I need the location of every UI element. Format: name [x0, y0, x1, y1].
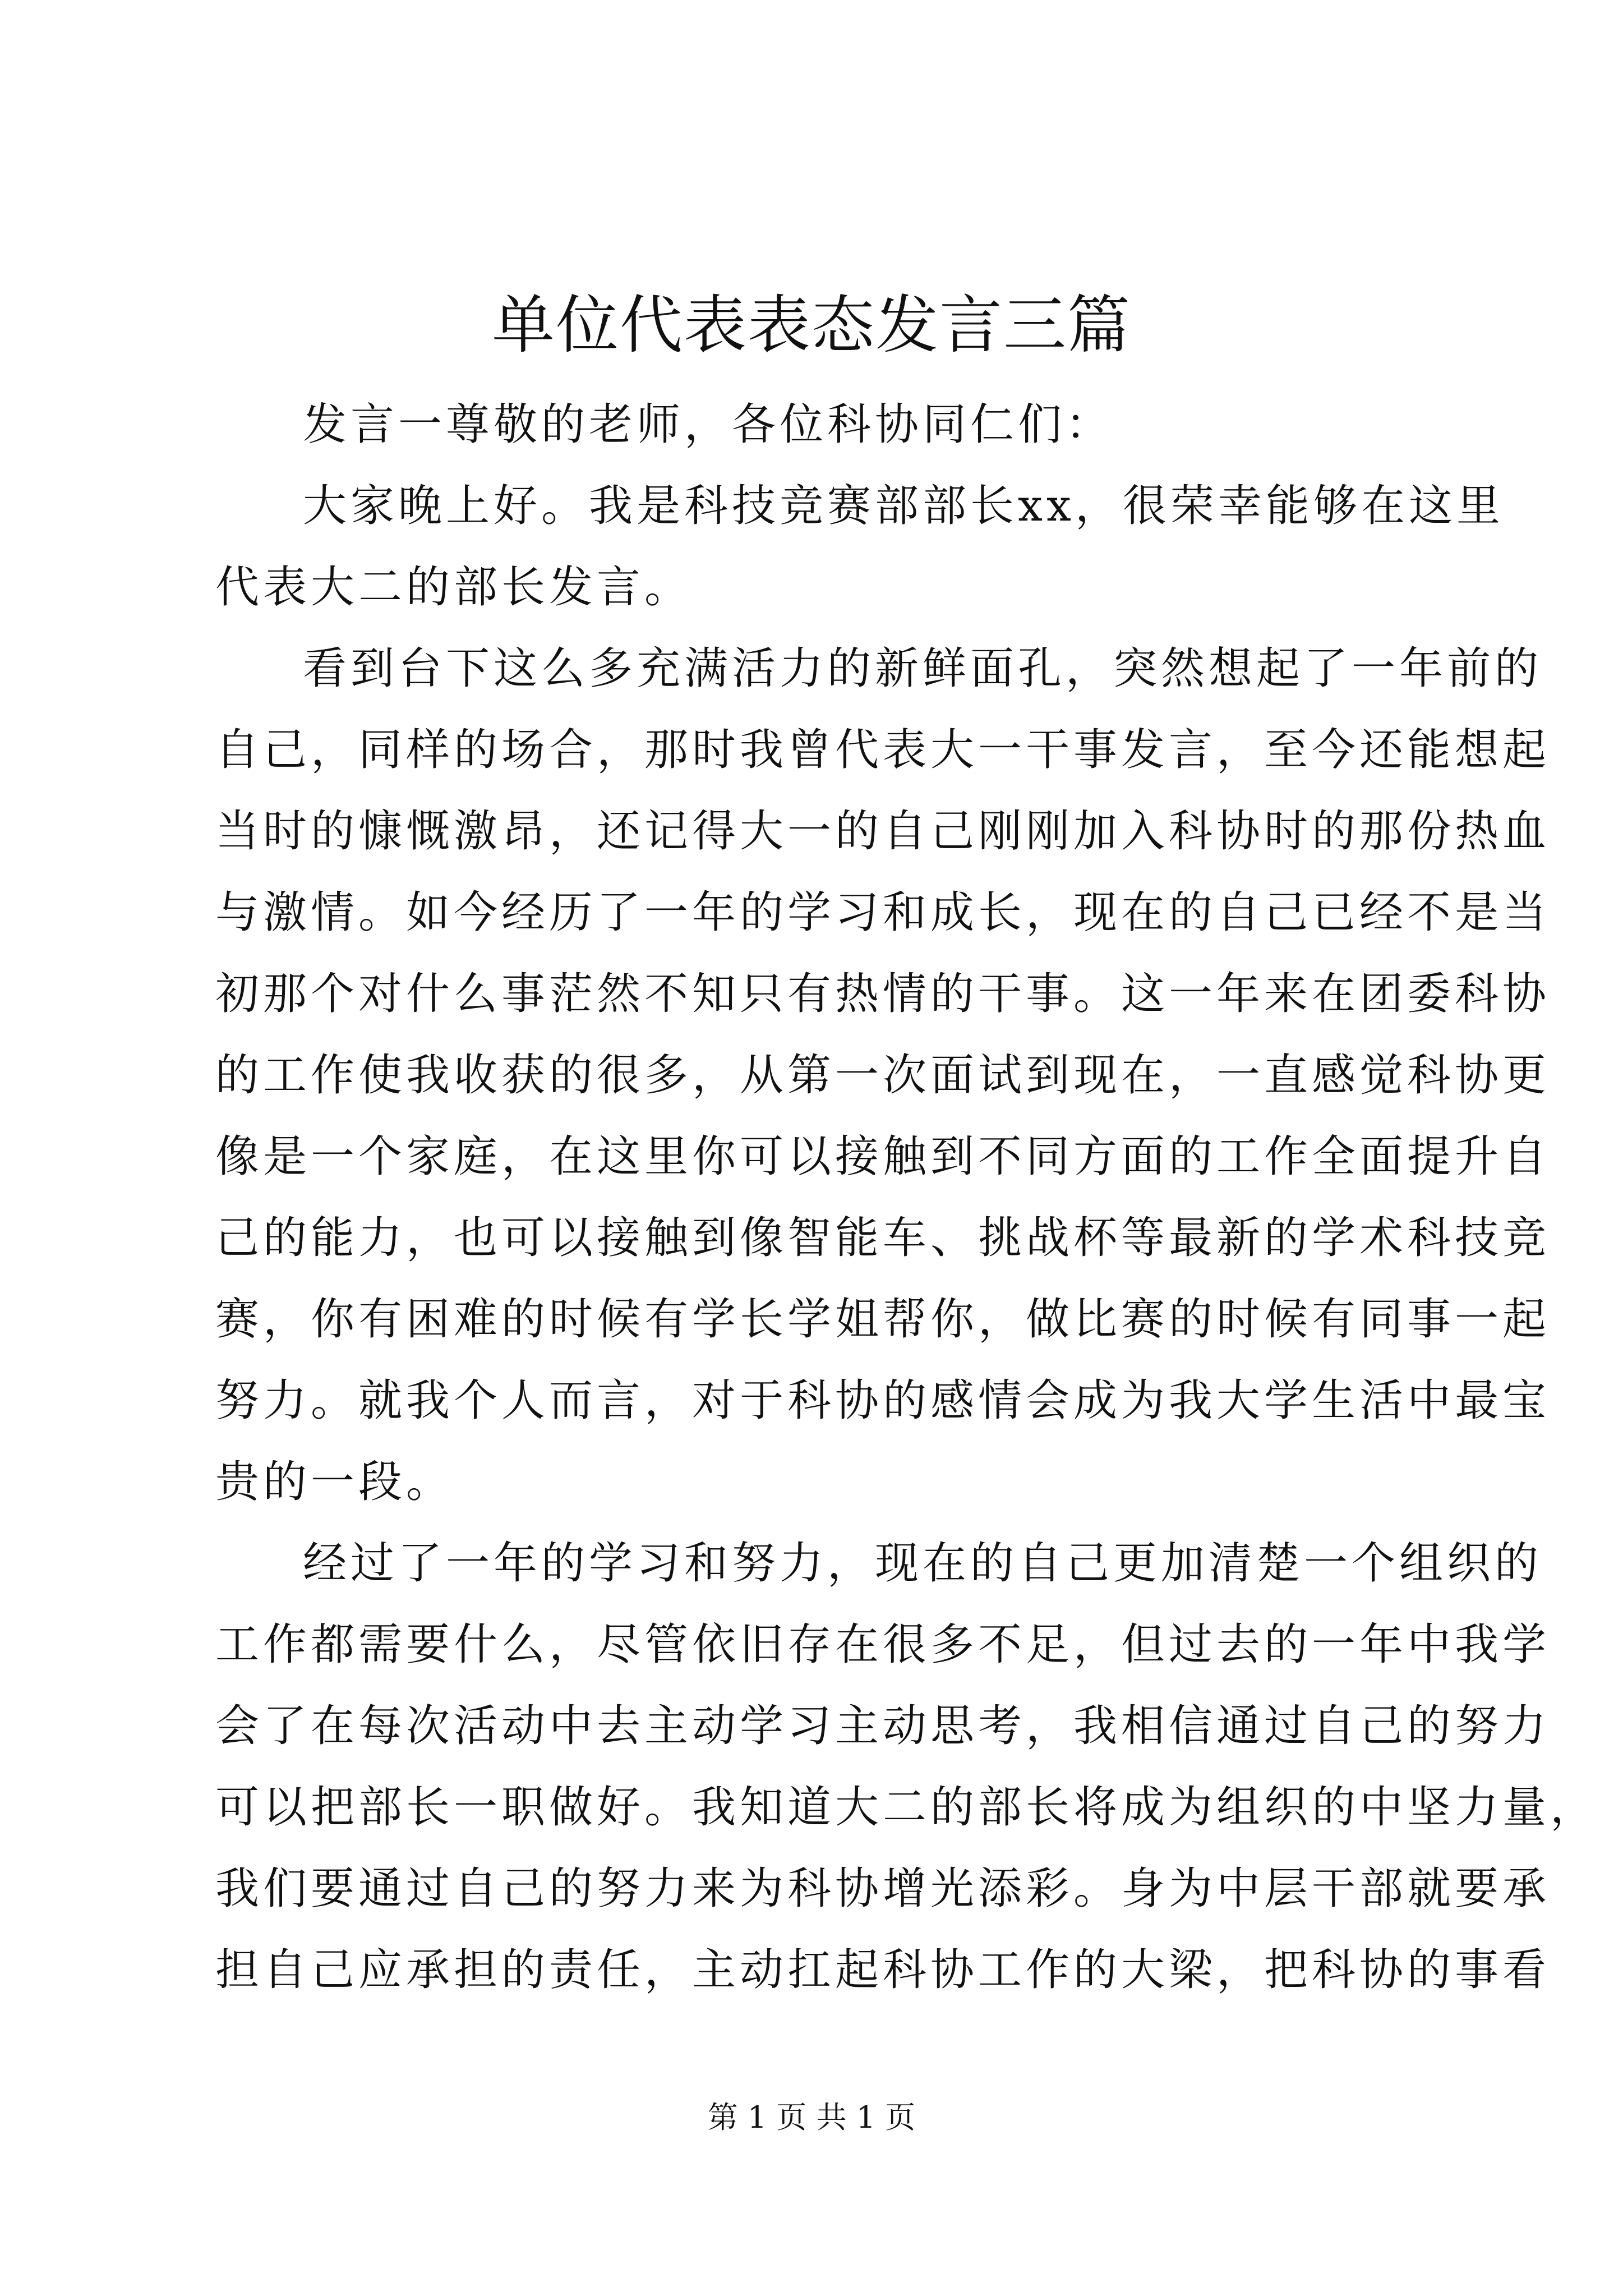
paragraph-line: 贵的一段。 [215, 1457, 454, 1507]
paragraph-line: 可以把部长一职做好。我知道大二的部长将成为组织的中坚力量， [215, 1782, 1598, 1833]
paragraph-line: 像是一个家庭，在这里你可以接触到不同方面的工作全面提升自 [215, 1131, 1551, 1182]
paragraph-line: 的工作使我收获的很多，从第一次面试到现在，一直感觉科协更 [215, 1050, 1551, 1101]
paragraph-line: 初那个对什么事茫然不知只有热情的干事。这一年来在团委科协 [215, 969, 1551, 1019]
document-title: 单位代表表态发言三篇 [492, 289, 1131, 362]
paragraph-line: 努力。就我个人而言，对于科协的感情会成为我大学生活中最宝 [215, 1375, 1551, 1426]
paragraph-line: 与激情。如今经历了一年的学习和成长，现在的自己已经不是当 [215, 887, 1551, 938]
paragraph-line: 自己，同样的场合，那时我曾代表大一干事发言，至今还能想起 [215, 725, 1551, 775]
paragraph-line: 己的能力，也可以接触到像智能车、挑战杯等最新的学术科技竞 [215, 1213, 1551, 1263]
paragraph-line: 代表大二的部长发言。 [215, 562, 693, 613]
paragraph-line: 我们要通过自己的努力来为科协增光添彩。身为中层干部就要承 [215, 1864, 1551, 1914]
paragraph-line: 工作都需要什么，尽管依旧存在很多不足，但过去的一年中我学 [215, 1619, 1551, 1670]
document-body [215, 384, 1598, 2011]
paragraph-line: 当时的慷慨激昂，还记得大一的自己刚刚加入科协时的那份热血 [215, 806, 1551, 857]
paragraph-line: 发言一尊敬的老师，各位科协同仁们： [303, 399, 1114, 450]
paragraph-line: 看到台下这么多充满活力的新鲜面孔，突然想起了一年前的 [303, 643, 1543, 694]
paragraph-line: 大家晚上好。我是科技竞赛部部长xx，很荣幸能够在这里 [303, 481, 1504, 531]
paragraph-line: 经过了一年的学习和努力，现在的自己更加清楚一个组织的 [303, 1538, 1543, 1589]
page-footer: 第 1 页 共 1 页 [707, 2100, 916, 2135]
paragraph-line: 会了在每次活动中去主动学习主动思考，我相信通过自己的努力 [215, 1701, 1551, 1751]
paragraph-line: 担自己应承担的责任，主动扛起科协工作的大梁，把科协的事看 [215, 1945, 1551, 1995]
paragraph-line: 赛，你有困难的时候有学长学姐帮你，做比赛的时候有同事一起 [215, 1294, 1551, 1345]
